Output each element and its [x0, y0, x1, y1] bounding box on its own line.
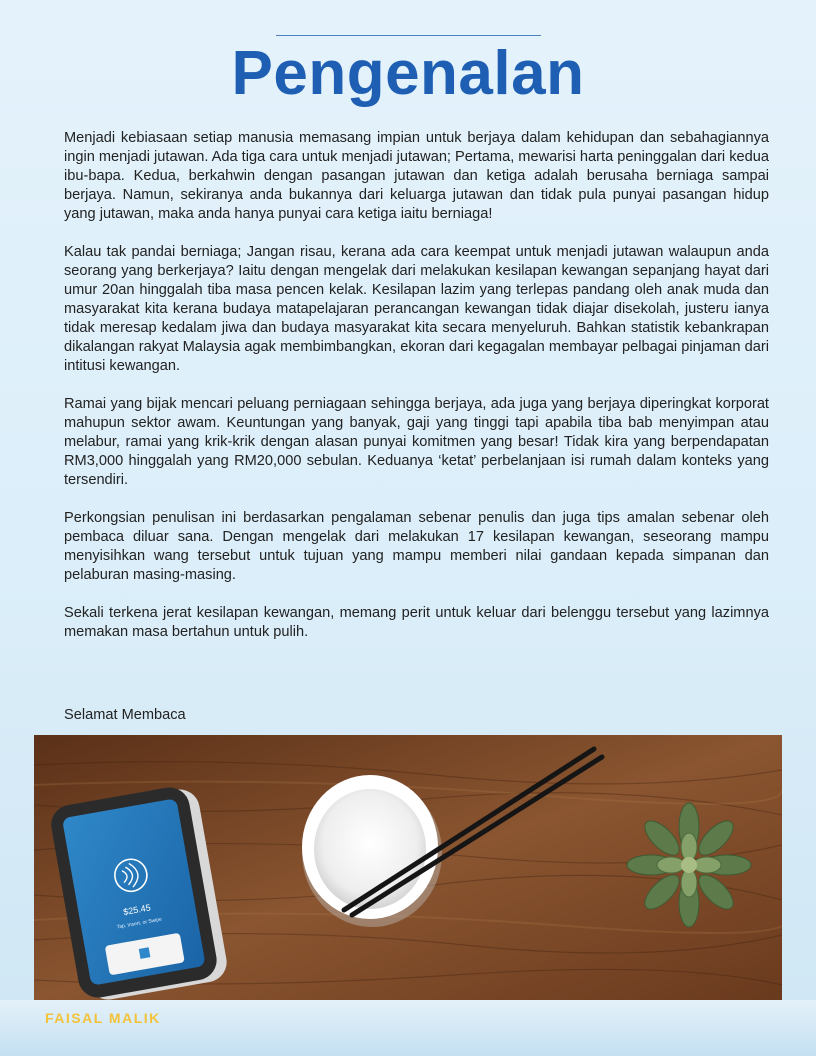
terminal-amount: $25.45 [122, 902, 152, 918]
body-text [64, 129, 769, 661]
footer-band [0, 1000, 816, 1056]
terminal-prompt: Tap, Insert, or Swipe [116, 916, 163, 931]
photo-payment-terminal-bowl [34, 735, 782, 1000]
closing-line: Selamat Membaca [64, 707, 186, 723]
photo-illustration [34, 735, 782, 1000]
paragraph-1: Menjadi kebiasaan setiap manusia memasang impian untuk berjaya dalam kehidupan dan sebahagiannya ingin menjadi jutawan. Ada tiga cara untuk menjadi jutawan; Pertama, mewarisi harta peninggalan dari kedua ibu-bapa. Kedua, berkahwin dengan pasangan jutawan dan ketiga adalah berusaha berniaga sampai berjaya. Namun, sekiranya anda bukannya dari keluarga jutawan dan tidak pula punyai pasangan hidup yang jutawan, maka anda hanya punyai cara ketiga iaitu berniaga! [64, 130, 769, 222]
paragraph-4: Perkongsian penulisan ini berdasarkan pengalaman sebenar penulis dan juga tips amalan sebenar oleh pembaca diluar sana. Dengan mengelak dari melakukan 17 kesilapan kewangan, seseorang mampu menyisihkan wang tersebut untuk tujuan yang mampu memberi nilai gandaan kepada simpanan dan pelaburan masing-masing. [64, 510, 769, 583]
title-rule [276, 35, 541, 36]
paragraph-3: Ramai yang bijak mencari peluang perniagaan sehingga berjaya, ada juga yang berjaya diperingkat korporat mahupun sektor awam. Keuntungan yang banyak, gaji yang tinggi tapi apabila tiba bab menyimpan atau melabur, ramai yang krik-krik dengan alasan punyai komitmen yang besar! Tidak kira yang berpendapatan RM3,000 hinggalah yang RM20,000 sebulan. Keduanya ‘ketat’ perbelanjaan isi rumah dalam konteks yang tersendiri. [64, 396, 769, 488]
paragraph-5: Sekali terkena jerat kesilapan kewangan, memang perit untuk keluar dari belenggu tersebut yang lazimnya memakan masa bertahun untuk pulih. [64, 605, 769, 640]
author-name: FAISAL MALIK [45, 1010, 161, 1026]
paragraph-2: Kalau tak pandai berniaga; Jangan risau, kerana ada cara keempat untuk menjadi jutawan walaupun anda seorang yang berkerjaya? Iaitu dengan mengelak dari melakukan kesilapan kewangan sepanjang hayat dari umur 20an hinggalah tiba masa pencen kelak. Kesilapan lazim yang terlepas pandang oleh anak muda dan masyarakat kita kerana budaya matapelajaran perancangan kewangan tidak diajar disekolah, justeru ianya tidak meresap kedalam jiwa dan budaya masyarakat kita secara menyeluruh. Bahkan statistik kebankrapan dikalangan rakyat Malaysia agak membimbangkan, ekoran dari kegagalan membayar pelbagai pinjaman dari intitusi kewangan. [64, 244, 769, 374]
page-title: Pengenalan [231, 39, 585, 108]
